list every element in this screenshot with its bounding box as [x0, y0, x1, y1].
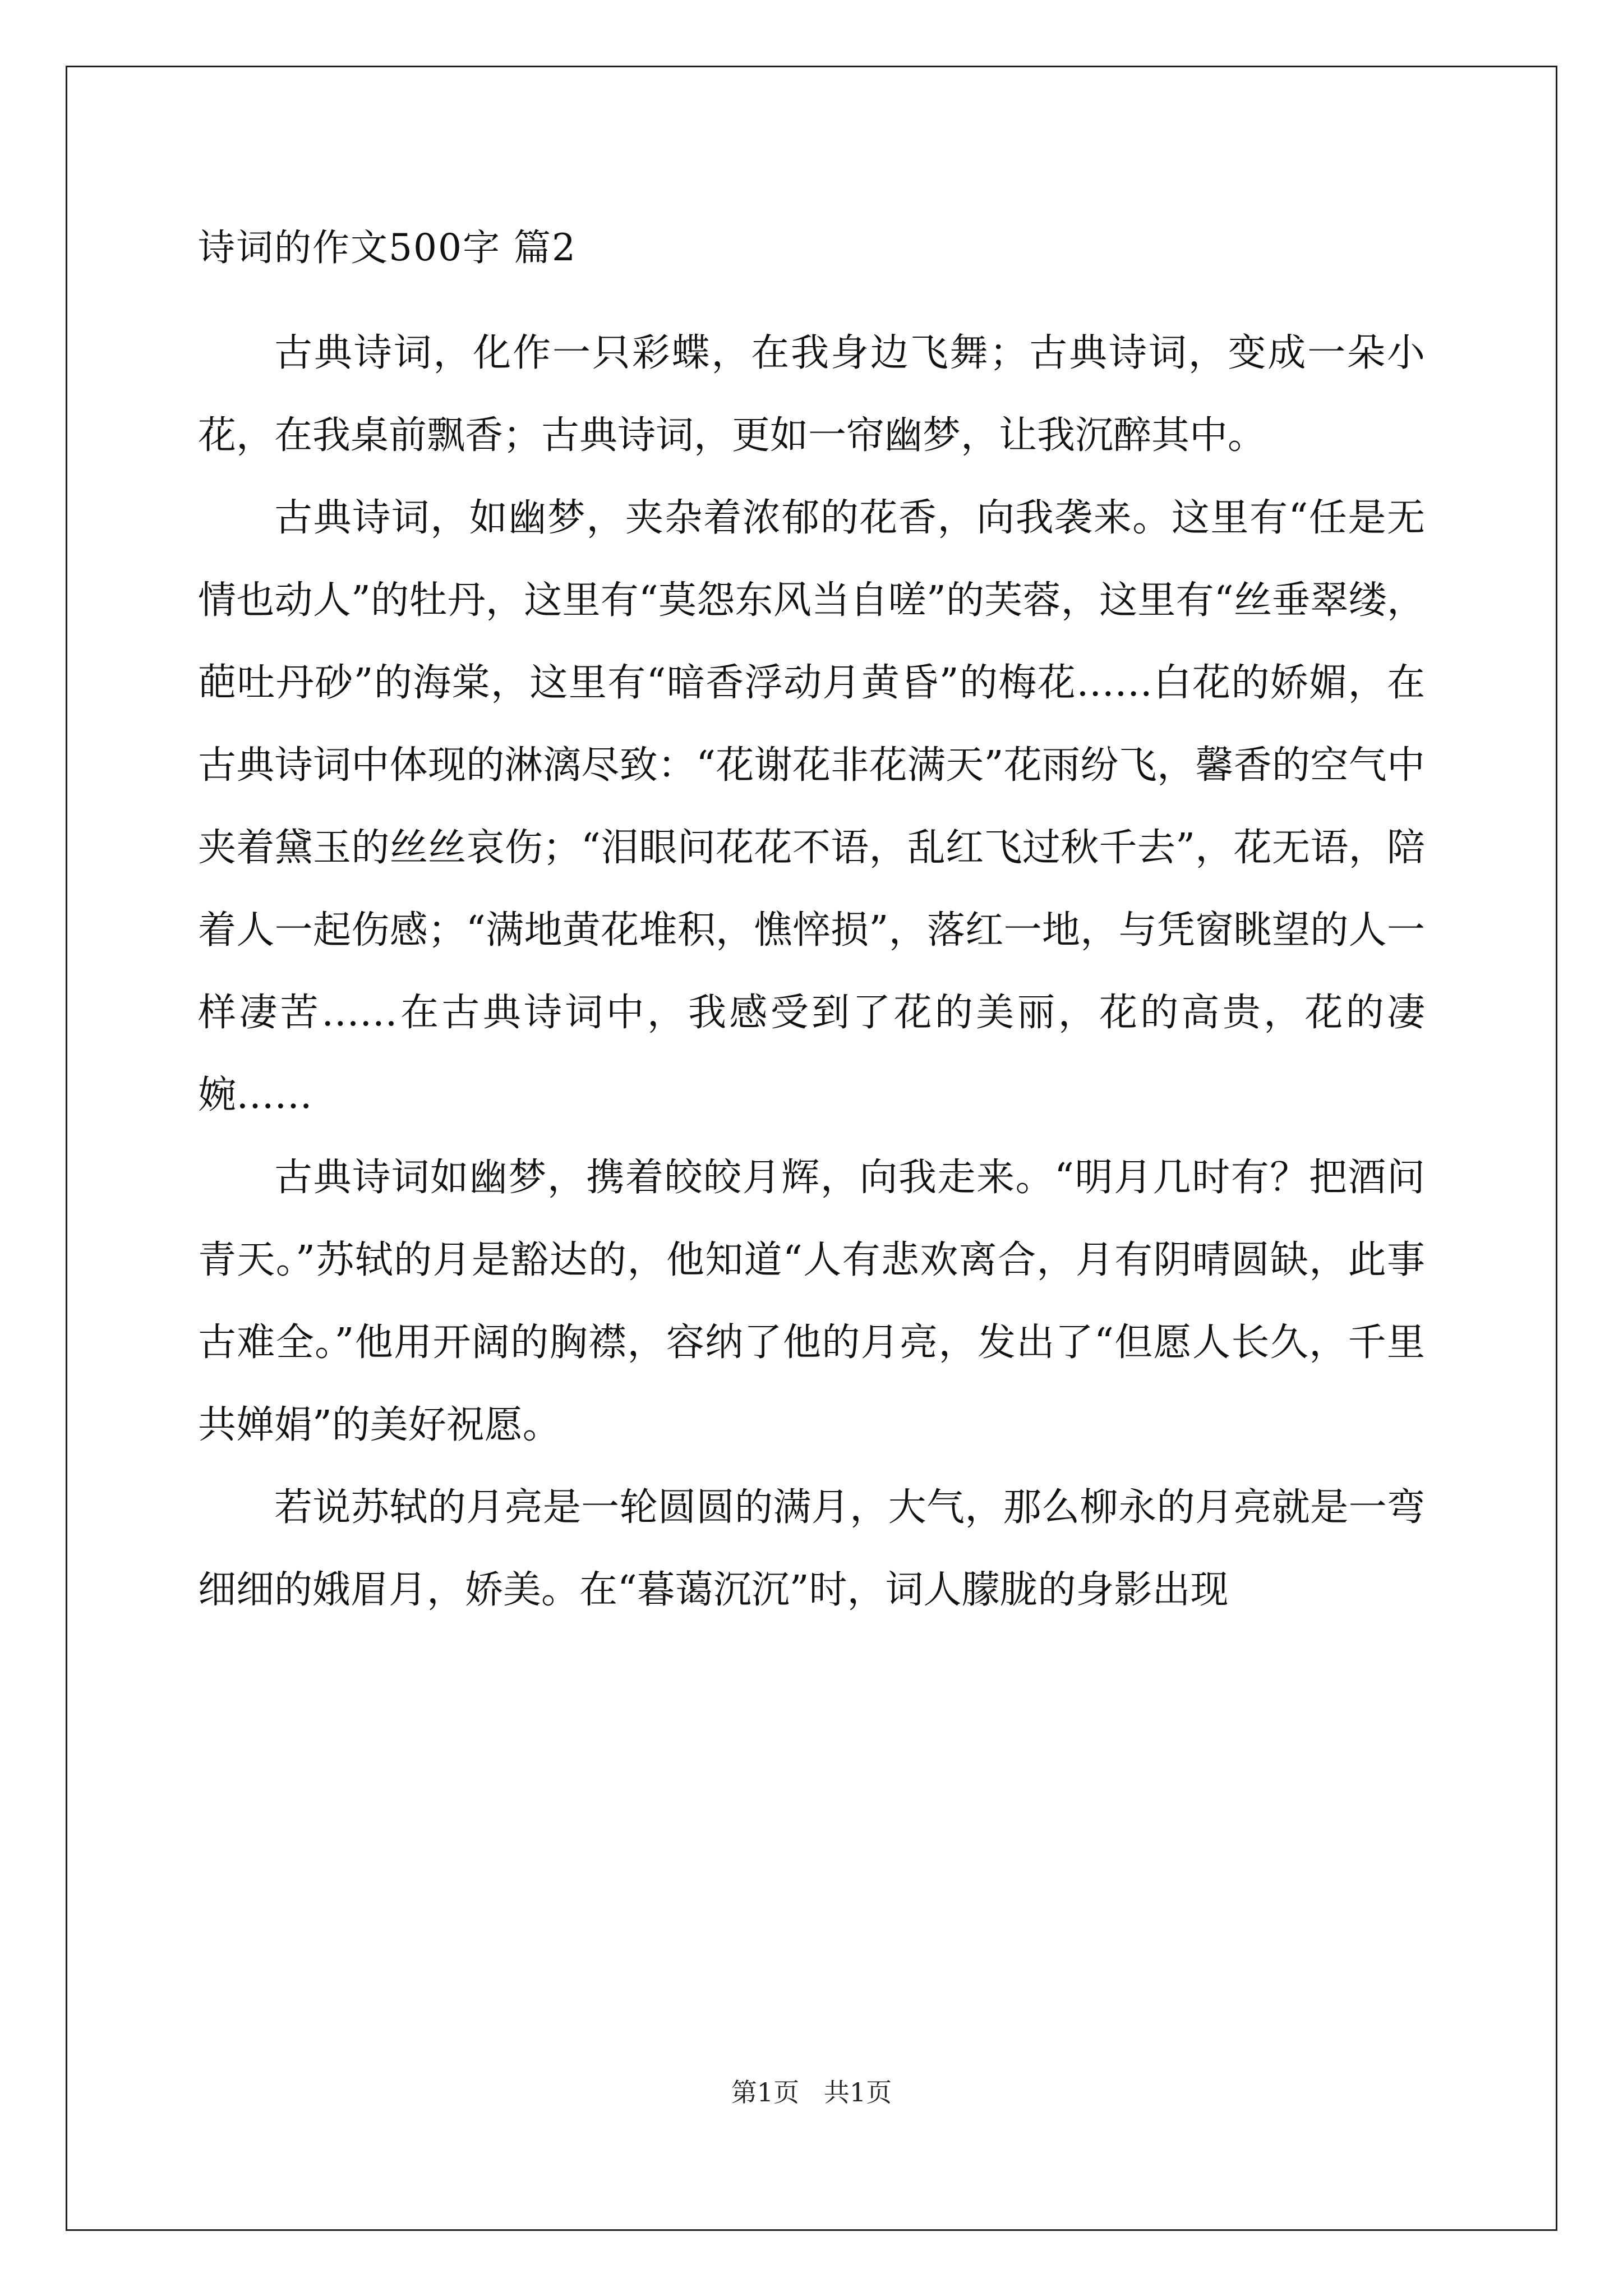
paragraph-2: 古典诗词，如幽梦，夹杂着浓郁的花香，向我袭来。这里有“任是无情也动人”的牡丹，这里有“莫怨东风当自嗟”的芙蓉，这里有“丝垂翠缕，葩吐丹砂”的海棠，这里有“暗香浮动月黄昏”的梅花……白花的娇媚，在古典诗词中体现的淋漓尽致：“花谢花非花满天”花雨纷飞，馨香的空气中夹着黛玉的丝丝哀伤；“泪眼问花花不语，乱红飞过秋千去”，花无语，陪着人一起伤感；“满地黄花堆积，憔悴损”，落红一地，与凭窗眺望的人一样凄苦……在古典诗词中，我感受到了花的美丽，花的高贵，花的凄婉……: [198, 496, 1425, 1117]
page-number-footer: 第1页 共1页: [731, 2077, 892, 2108]
document-body: [198, 312, 1425, 1631]
paragraph-4: 若说苏轼的月亮是一轮圆圆的满月，大气，那么柳永的月亮就是一弯细细的娥眉月，娇美。在“暮蔼沉沉”时，词人朦胧的身影出现: [198, 1485, 1425, 1612]
paragraph-3: 古典诗词如幽梦，携着皎皎月辉，向我走来。“明月几时有？把酒问青天。”苏轼的月是豁达的，他知道“人有悲欢离合，月有阴晴圆缺，此事古难全。”他用开阔的胸襟，容纳了他的月亮，发出了“但愿人长久，千里共婵娟”的美好祝愿。: [198, 1156, 1425, 1447]
document-title: 诗词的作文500字 篇2: [198, 226, 577, 269]
paragraph-1: 古典诗词，化作一只彩蝶，在我身边飞舞；古典诗词，变成一朵小花，在我桌前飘香；古典诗词，更如一帘幽梦，让我沉醉其中。: [198, 331, 1425, 458]
